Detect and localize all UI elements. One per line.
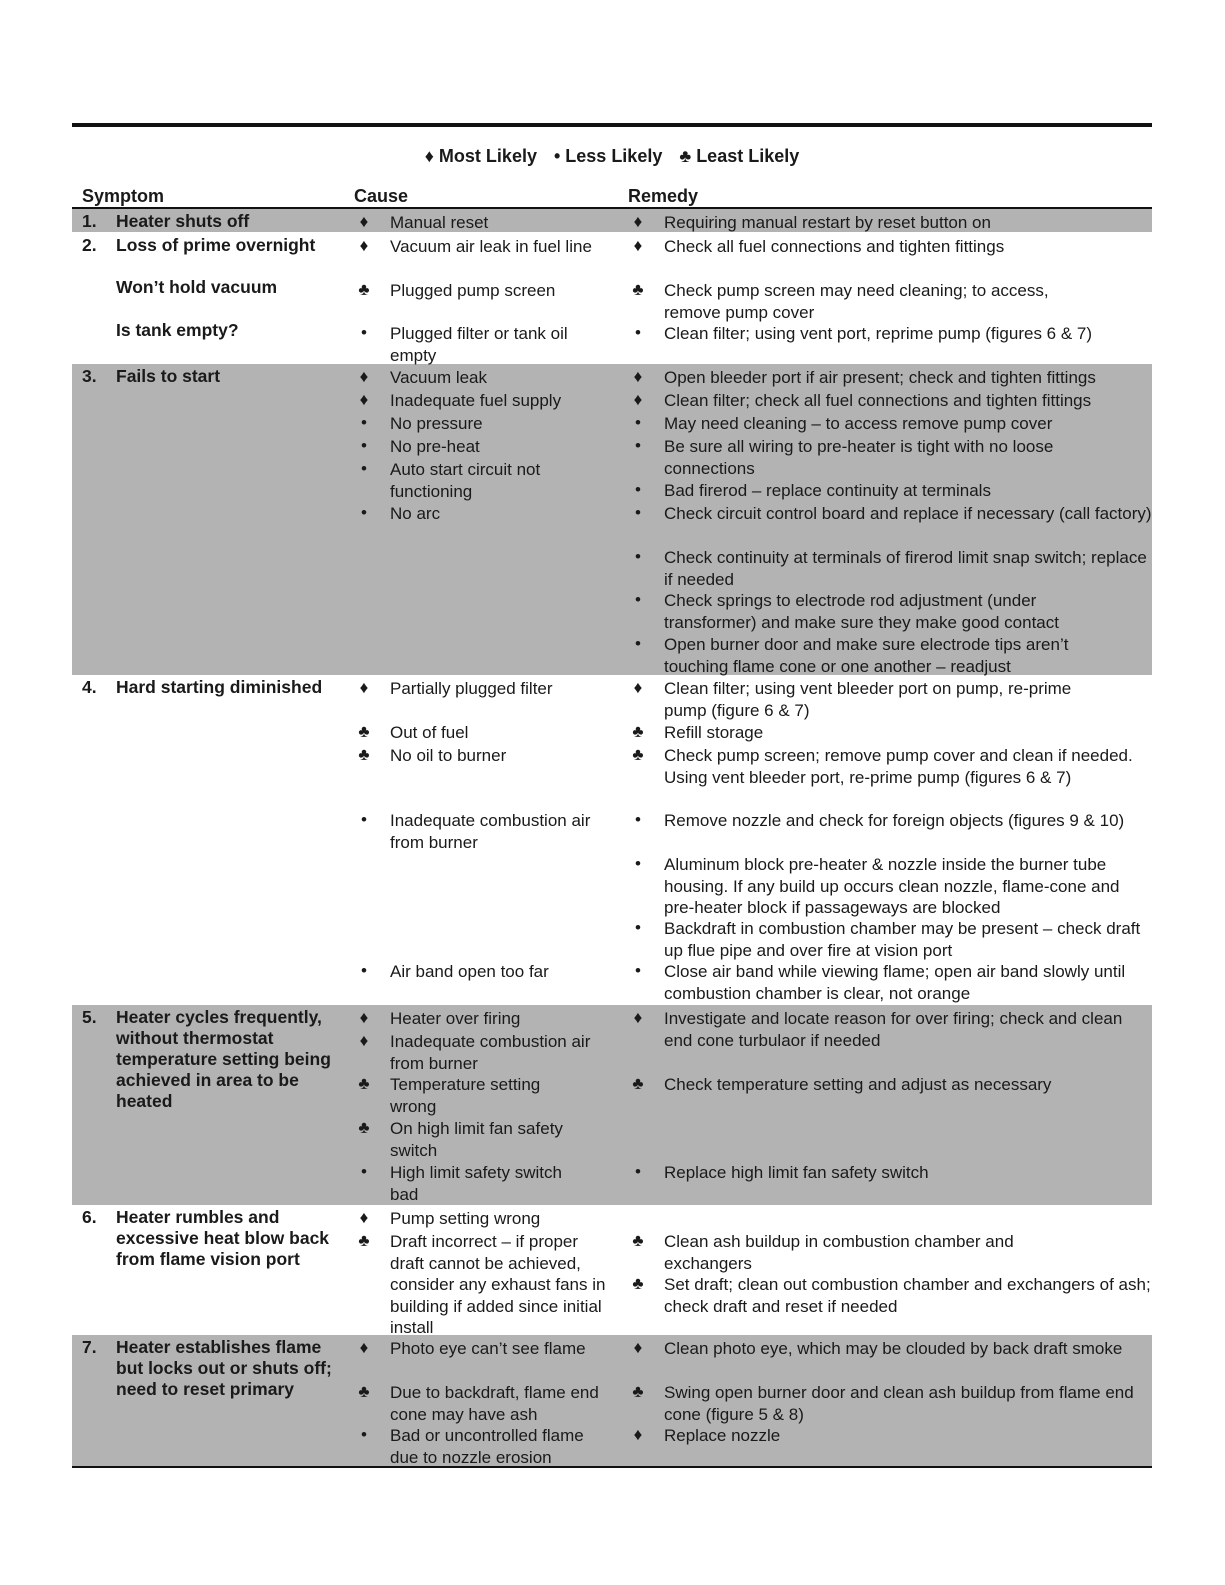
symptom-text: Heater cycles frequently, without thermostat temperature setting being achieved in area to be heated [116, 1007, 331, 1111]
symptom-text: Hard starting diminished [116, 677, 323, 697]
cause-text: Inadequate fuel supply [390, 391, 562, 410]
cause-text: Plugged filter or tank oil empty [390, 324, 568, 365]
cause-marker: ♣ [358, 1118, 370, 1137]
cause-text: Vacuum leak [390, 368, 488, 387]
remedy-text: Clean filter; using vent port, reprime pump (figures 6 & 7) [664, 324, 1093, 343]
remedy-text: Bad firerod – replace continuity at terminals [664, 481, 991, 500]
cause-text: Bad or uncontrolled flame due to nozzle erosion [390, 1426, 584, 1467]
remedy-marker: ♣ [632, 1074, 644, 1093]
symptom-text: Heater shuts off [116, 211, 250, 231]
remedy-text: Be sure all wiring to pre-heater is tight with no loose connections [664, 437, 1054, 478]
symptom-text: Heater establishes flame but locks out or shuts off; need to reset primary [116, 1337, 332, 1399]
cause-text: Photo eye can’t see flame [390, 1339, 586, 1358]
remedy-marker: ♦ [633, 390, 643, 409]
remedy-marker: ♣ [632, 722, 644, 741]
remedy-text: Check continuity at terminals of firerod limit snap switch; replace if needed [664, 548, 1147, 589]
remedy-marker: • [635, 1162, 641, 1181]
remedy-text: Check all fuel connections and tighten fittings [664, 237, 1005, 256]
legend-least-likely: ♣ Least Likely [679, 146, 800, 166]
cause-marker: ♦ [359, 1208, 369, 1227]
remedy-text: Replace high limit fan safety switch [664, 1163, 929, 1182]
header-cause: Cause [354, 186, 409, 206]
cause-marker: ♣ [358, 1074, 370, 1093]
symptom-text: Is tank empty? [116, 320, 239, 340]
bottom-rule [72, 1466, 1152, 1468]
remedy-marker: • [635, 413, 641, 432]
cause-text: No arc [390, 504, 441, 523]
remedy-text: Clean filter; using vent bleeder port on pump, re-prime pump (figure 6 & 7) [664, 679, 1072, 720]
cause-text: Pump setting wrong [390, 1209, 541, 1228]
remedy-text: Backdraft in combustion chamber may be present – check draft up flue pipe and over fire at vision port [664, 919, 1141, 960]
remedy-marker: ♦ [633, 367, 643, 386]
remedy-marker: • [635, 854, 641, 873]
cause-text: High limit safety switch bad [390, 1163, 562, 1204]
cause-text: Due to backdraft, flame end cone may have ash [390, 1383, 599, 1424]
cause-marker: ♣ [358, 745, 370, 764]
cause-marker: • [361, 459, 367, 478]
cause-marker: • [361, 1425, 367, 1444]
remedy-text: Set draft; clean out combustion chamber and exchangers of ash; check draft and reset if needed [664, 1275, 1151, 1316]
remedy-marker: • [635, 590, 641, 609]
cause-text: Auto start circuit not functioning [390, 460, 541, 501]
remedy-text: Investigate and locate reason for over firing; check and clean end cone turbulaor if needed [664, 1009, 1123, 1050]
cause-text: Inadequate combustion air from burner [390, 1032, 591, 1073]
cause-marker: • [361, 1162, 367, 1181]
symptom-text: Heater rumbles and excessive heat blow back from flame vision port [116, 1207, 330, 1269]
row-number: 7. [82, 1337, 97, 1357]
legend-most-likely: ♦ Most Likely [424, 146, 537, 166]
cause-marker: • [361, 961, 367, 980]
legend-less-likely: • Less Likely [553, 146, 663, 166]
row-number: 5. [82, 1007, 97, 1027]
row-number: 3. [82, 366, 97, 386]
cause-text: Draft incorrect – if proper draft cannot be achieved, consider any exhaust fans in building if added since initial install [390, 1232, 606, 1337]
remedy-marker: ♣ [632, 1274, 644, 1293]
cause-text: Plugged pump screen [390, 281, 556, 300]
remedy-marker: • [635, 480, 641, 499]
remedy-marker: • [635, 547, 641, 566]
remedy-marker: • [635, 918, 641, 937]
remedy-text: Check circuit control board and replace if necessary (call factory) [664, 504, 1152, 523]
symptom-text: Loss of prime overnight [116, 235, 316, 255]
remedy-marker: ♦ [633, 1338, 643, 1357]
remedy-text: Check pump screen; remove pump cover and clean if needed. Using vent bleeder port, re-prime pump (figures 6 & 7) [664, 746, 1133, 787]
header-symptom: Symptom [82, 186, 165, 206]
remedy-text: Remove nozzle and check for foreign objects (figures 9 & 10) [664, 811, 1125, 830]
cause-marker: ♣ [358, 1231, 370, 1250]
remedy-marker: • [635, 323, 641, 342]
cause-text: Temperature setting wrong [390, 1075, 541, 1116]
row-number: 4. [82, 677, 97, 697]
remedy-marker: ♣ [632, 1231, 644, 1250]
cause-marker: ♦ [359, 1338, 369, 1357]
row-number: 1. [82, 211, 97, 231]
remedy-marker: ♦ [633, 678, 643, 697]
cause-text: Inadequate combustion air from burner [390, 811, 591, 852]
cause-marker: ♦ [359, 367, 369, 386]
remedy-text: Clean filter; check all fuel connections and tighten fittings [664, 391, 1092, 410]
cause-marker: ♣ [358, 1382, 370, 1401]
cause-text: On high limit fan safety switch [390, 1119, 563, 1160]
cause-text: No oil to burner [390, 746, 507, 765]
remedy-marker: ♦ [633, 212, 643, 231]
remedy-marker: • [635, 810, 641, 829]
likelihood-legend [72, 146, 1152, 167]
cause-marker: • [361, 413, 367, 432]
remedy-marker: • [635, 436, 641, 455]
remedy-marker: • [635, 503, 641, 522]
cause-marker: • [361, 323, 367, 342]
remedy-text: Refill storage [664, 723, 764, 742]
remedy-marker: ♣ [632, 1382, 644, 1401]
remedy-text: Close air band while viewing flame; open air band slowly until combustion chamber is clear, not orange [664, 962, 1126, 1003]
remedy-marker: • [635, 961, 641, 980]
remedy-text: Open bleeder port if air present; check and tighten fittings [664, 368, 1096, 387]
cause-marker: ♦ [359, 678, 369, 697]
remedy-marker: ♣ [632, 745, 644, 764]
remedy-marker: • [635, 634, 641, 653]
remedy-marker: ♦ [633, 1425, 643, 1444]
remedy-text: May need cleaning – to access remove pump cover [664, 414, 1053, 433]
remedy-text: Aluminum block pre-heater & nozzle inside the burner tube housing. If any build up occurs clean nozzle, flame-cone and pre-heater block if passageways are blocked [664, 855, 1120, 917]
cause-marker: ♦ [359, 212, 369, 231]
remedy-marker: ♦ [633, 1008, 643, 1027]
remedy-text: Check pump screen may need cleaning; to access, remove pump cover [664, 281, 1049, 322]
top-rule [72, 123, 1152, 127]
cause-text: Air band open too far [390, 962, 549, 981]
cause-marker: ♦ [359, 1008, 369, 1027]
cause-marker: • [361, 436, 367, 455]
cause-text: Partially plugged filter [390, 679, 553, 698]
remedy-marker: ♣ [632, 280, 644, 299]
symptom-text: Won’t hold vacuum [116, 277, 278, 297]
cause-text: Heater over firing [390, 1009, 521, 1028]
remedy-text: Swing open burner door and clean ash buildup from flame end cone (figure 5 & 8) [664, 1383, 1134, 1424]
row-number: 6. [82, 1207, 97, 1227]
remedy-text: Open burner door and make sure electrode tips aren’t touching flame cone or one another – readjust [664, 635, 1069, 676]
remedy-text: Clean photo eye, which may be clouded by back draft smoke [664, 1339, 1123, 1358]
remedy-text: Check temperature setting and adjust as necessary [664, 1075, 1052, 1094]
cause-marker: • [361, 810, 367, 829]
cause-text: Vacuum air leak in fuel line [390, 237, 592, 256]
cause-marker: ♦ [359, 390, 369, 409]
remedy-text: Replace nozzle [664, 1426, 781, 1445]
cause-marker: ♦ [359, 1031, 369, 1050]
cause-marker: ♦ [359, 236, 369, 255]
cause-text: Manual reset [390, 213, 489, 232]
cause-marker: ♣ [358, 280, 370, 299]
cause-marker: ♣ [358, 722, 370, 741]
header-remedy: Remedy [628, 186, 699, 206]
cause-text: Out of fuel [390, 723, 469, 742]
remedy-marker: ♦ [633, 236, 643, 255]
row-number: 2. [82, 235, 97, 255]
cause-text: No pre-heat [390, 437, 480, 456]
cause-text: No pressure [390, 414, 483, 433]
remedy-text: Clean ash buildup in combustion chamber and exchangers [664, 1232, 1014, 1273]
remedy-text: Check springs to electrode rod adjustment (under transformer) and make sure they make good contact [664, 591, 1059, 632]
cause-marker: • [361, 503, 367, 522]
symptom-text: Fails to start [116, 366, 221, 386]
remedy-text: Requiring manual restart by reset button on [664, 213, 991, 232]
